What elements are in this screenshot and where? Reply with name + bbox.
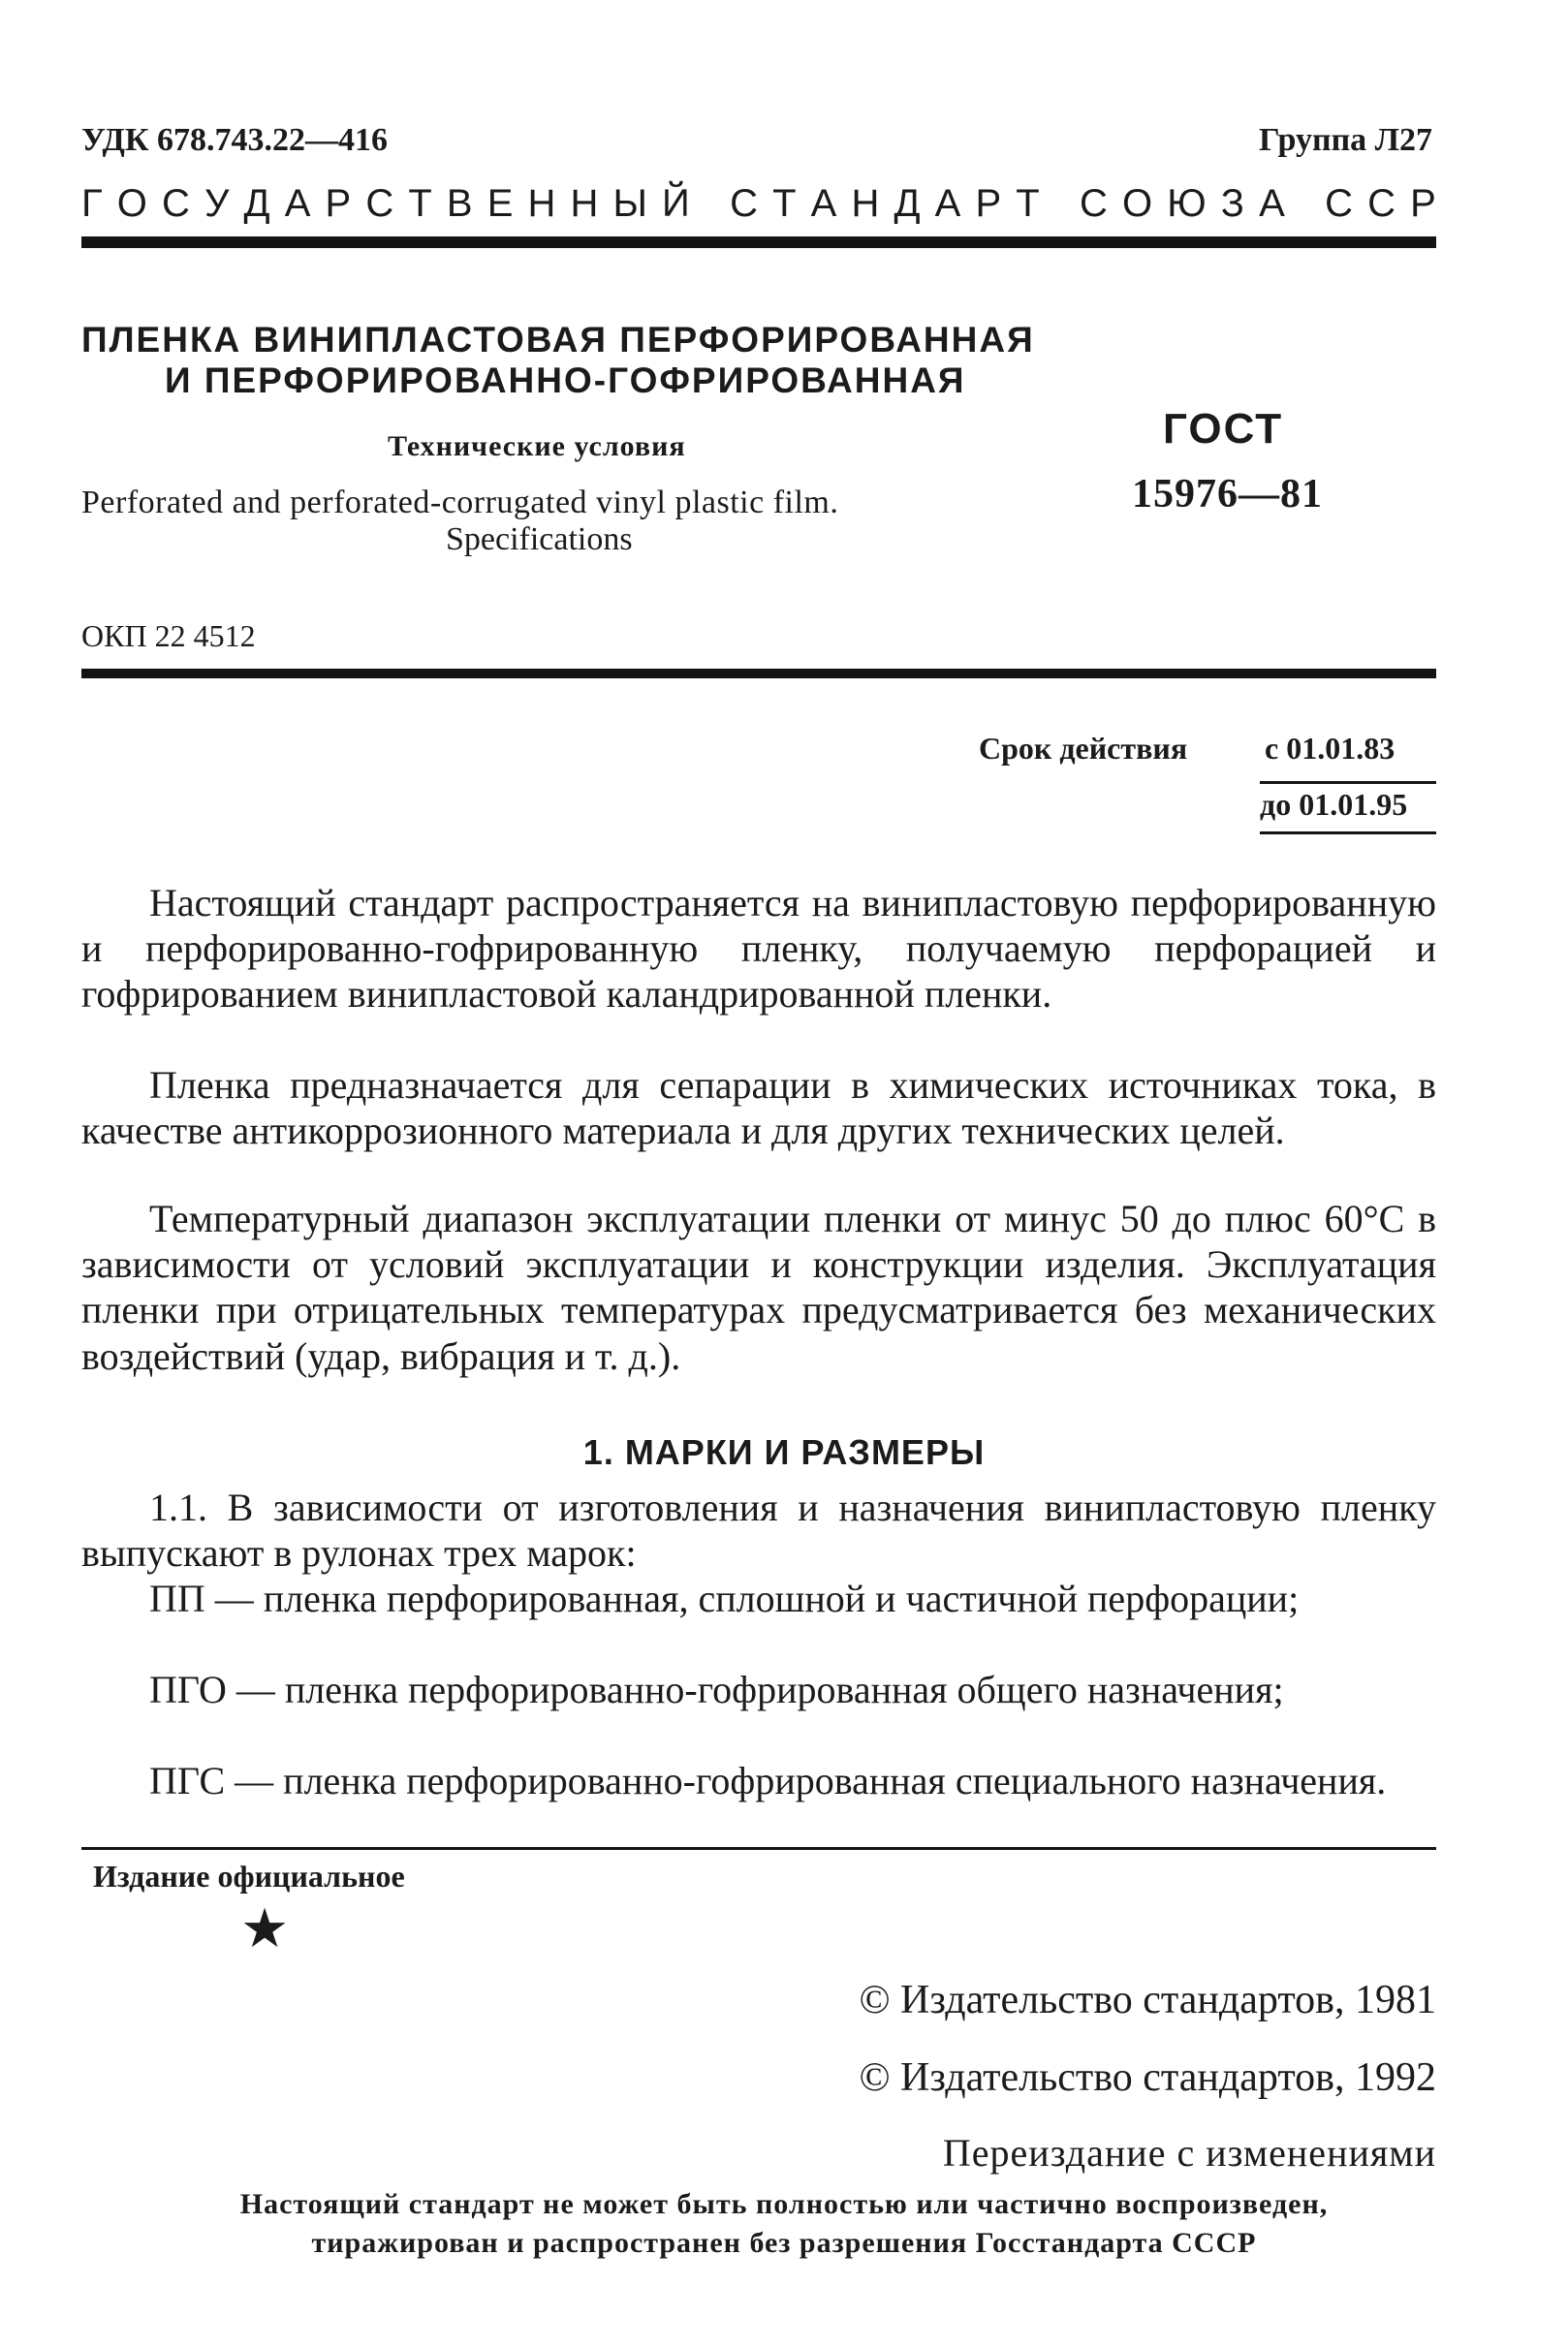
technical-conditions-label: Технические условия [388,430,686,462]
heading-letter [705,182,715,226]
heading-letter: О [1122,182,1153,225]
validity-from: с 01.01.83 [1265,731,1396,766]
section-paragraph: 1.1. В зависимости от изготовления и назначения винипластовую пленку выпускают в рулонах трех марок: [81,1486,1436,1576]
heading-letter: Ю [1167,182,1207,225]
heading-letter: Р [975,182,1002,225]
okp-code: ОКП 22 4512 [81,618,256,653]
intro-paragraph: Настоящий стандарт распространяется на винипластовую перфорированную и перфорированно-гофрированную пленку, получаемую перфорацией и гофрированием винипластовой каландрированной пленки. [81,881,1436,1017]
reproduction-notice: тиражирован и распространен без разрешения Госстандарта СССР [311,2227,1257,2259]
state-standard-heading [81,182,1436,226]
heading-letter: Г [81,182,103,225]
validity-rule [1260,831,1436,834]
heading-letter: С [1325,182,1353,225]
heading-letter: С [1367,182,1396,225]
validity-label: Срок действия [979,731,1188,766]
heading-letter: Р [325,182,352,225]
heading-letter: Т [772,182,797,225]
heading-letter: С [365,182,394,225]
document-title-line1: ПЛЕНКА ВИНИПЛАСТОВАЯ ПЕРФОРИРОВАННАЯ [81,320,1035,360]
english-title-line1: Perforated and perforated-corrugated vinyl plastic film. [81,485,839,520]
heading-letter: С [162,182,190,225]
heading-letter: В [446,182,473,225]
english-title-line2: Specifications [446,521,633,557]
gost-label: ГОСТ [1163,405,1284,453]
section-heading: 1. МАРКИ И РАЗМЕРЫ [582,1432,986,1472]
footer-rule [81,1847,1436,1850]
header-rule [81,236,1436,248]
heading-letter: Е [486,182,514,225]
heading-letter [1054,182,1065,226]
intro-paragraph: Пленка предназначается для сепарации в химических источниках тока, в качестве антикоррозионного материала и для других технических целей. [81,1063,1436,1153]
star-icon: ★ [240,1899,290,1959]
heading-letter: С [730,182,758,225]
copyright-line: © Издательство стандартов, 1981 [859,1978,1436,2022]
udk-code: УДК 678.743.22—416 [81,122,389,158]
document-title-line2: И ПЕРФОРИРОВАННО-ГОФРИРОВАННАЯ [165,360,966,400]
official-edition-label: Издание официальное [93,1859,405,1894]
reissue-note: Переиздание с изменениями [942,2131,1436,2175]
validity-rule [1260,781,1436,784]
heading-letter: Д [894,182,921,225]
heading-letter: А [1259,182,1285,225]
group-code: Группа Л27 [1259,122,1432,158]
heading-letter: Н [851,182,880,225]
heading-letter: Т [1016,182,1040,225]
intro-paragraph: Температурный диапазон эксплуатации пленки от минус 50 до плюс 60°С в зависимости от условий эксплуатации и конструкции изделия. Эксплуатация пленки при отрицательных температурах предусматривается без механических воздействий (удар, вибрация и т. д.). [81,1197,1436,1378]
gost-number: 15976—81 [1132,472,1323,517]
list-item: ПГО — пленка перфорированно-гофрированная общего назначения; [149,1668,1284,1711]
heading-letter: А [284,182,311,225]
heading-letter: Р [1410,182,1436,225]
heading-letter: С [1080,182,1108,225]
heading-letter: Т [408,182,432,225]
heading-letter: Й [662,182,690,225]
heading-letter: О [116,182,147,225]
title-rule [81,669,1436,678]
heading-letter: Н [527,182,556,225]
heading-letter: З [1220,182,1244,225]
reproduction-notice: Настоящий стандарт не может быть полностью или частично воспроизведен, [239,2188,1329,2220]
heading-letter: А [934,182,961,225]
heading-letter: А [810,182,837,225]
heading-letter [1300,182,1310,226]
heading-letter: Ы [612,182,647,225]
list-item: ПП — пленка перфорированная, сплошной и частичной перфорации; [149,1577,1300,1620]
copyright-line: © Издательство стандартов, 1992 [859,2055,1436,2100]
validity-to: до 01.01.95 [1260,787,1408,822]
heading-letter: У [204,182,230,225]
heading-letter: Н [570,182,599,225]
heading-letter: Д [243,182,270,225]
list-item: ПГС — пленка перфорированно-гофрированная специального назначения. [149,1759,1387,1802]
